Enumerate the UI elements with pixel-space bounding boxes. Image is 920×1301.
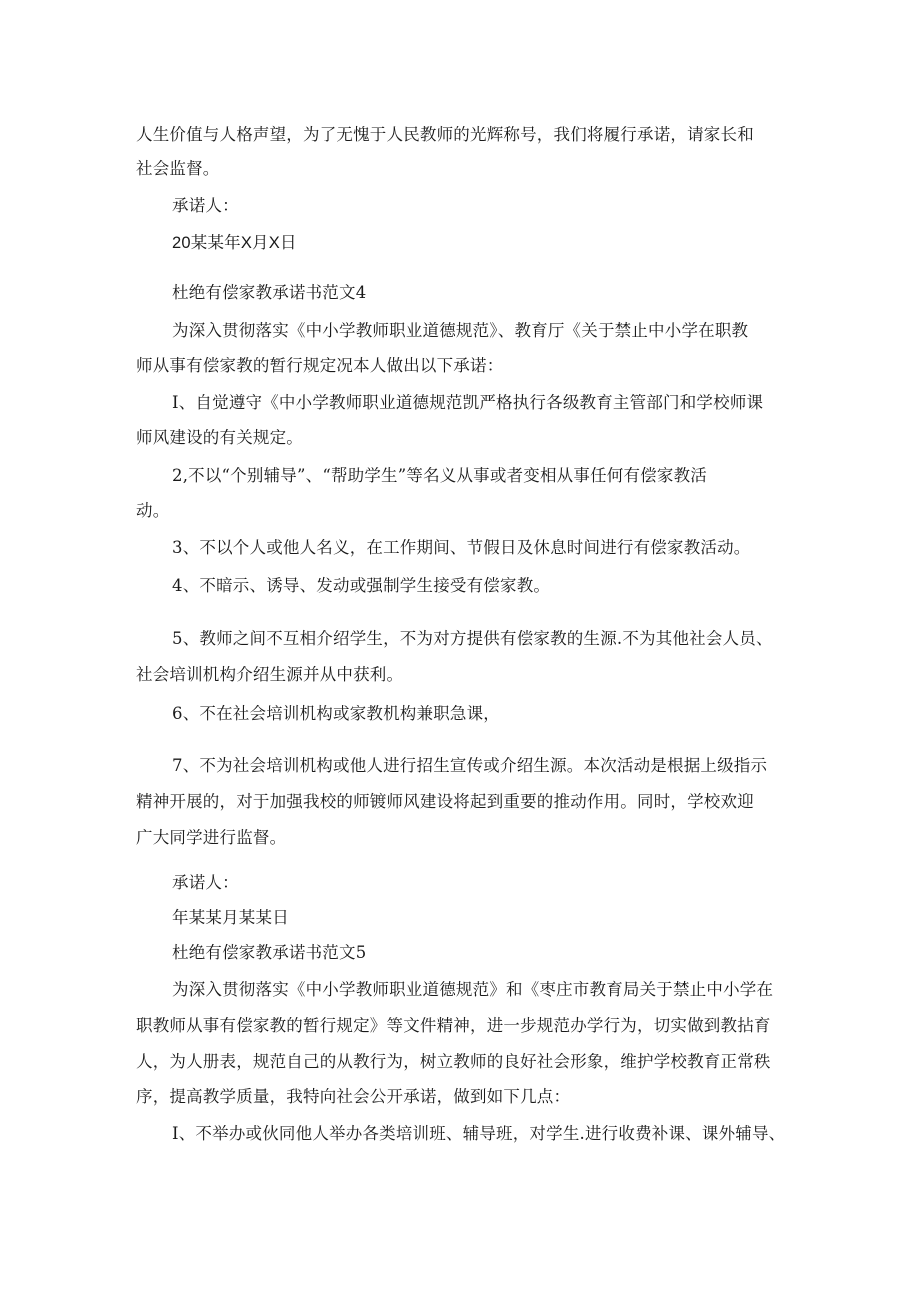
- text-line: 精神开展的，对于加强我校的师镀师风建设将起到重要的推动作用。同时，学校欢迎: [136, 792, 754, 811]
- list-item: 7、不为社会培训机构或他人进行招生宣传或介绍生源。本次活动是根据上级指示: [172, 756, 768, 775]
- text-line: 人生价值与人格声望，为了无愧于人民教师的光辉称号，我们将履行承诺，请家长和: [136, 125, 754, 144]
- text-line: 师从事有偿家教的暂行规定况本人做出以下承诺：: [136, 356, 504, 375]
- text-line: 社会监督。: [136, 159, 220, 178]
- list-item: I、不举办或伙同他人举办各类培训班、辅导班，对学生.进行收费补课、课外辅导、: [172, 1124, 786, 1143]
- text-line: 序，提高教学质量，我特向社会公开承诺，做到如下几点：: [136, 1087, 571, 1106]
- list-item: 4、不暗示、诱导、发动或强制学生接受有偿家教。: [172, 576, 551, 595]
- section-heading: 杜绝有偿家教承诺书范文4: [172, 283, 367, 302]
- list-item: 6、不在社会培训机构或家教机构兼职急课，: [172, 704, 500, 723]
- text-line: 职教师从事有偿家教的暂行规定》等文件精神，进一步规范办学行为，切实做到教拈育: [136, 1016, 771, 1035]
- list-item: I、自觉遵守《中小学教师职业道德规范凯严格执行各级教育主管部门和学校师课: [172, 393, 764, 412]
- text-line: 为深入贯彻落实《中小学教师职业道德规范》和《枣庄市教育局关于禁止中小学在: [172, 980, 774, 999]
- signature-label: 承诺人：: [172, 873, 239, 892]
- date-line: 20某某年X月X日: [172, 234, 297, 252]
- list-item: 2,不以“个别辅导”、“帮助学生”等名义从事或者变相从事任何有偿家教活: [172, 466, 707, 485]
- text-line: 广大同学进行监督。: [136, 828, 287, 847]
- section-heading: 杜绝有偿家教承诺书范文5: [172, 943, 367, 962]
- text-line: 社会培训机构介绍生源并从中获利。: [136, 665, 404, 684]
- text-line: 师风建设的有关规定。: [136, 428, 303, 447]
- text-line: 为深入贯彻落实《中小学教师职业道德规范》、教育厅《关于禁止中小学在职教: [172, 321, 749, 340]
- text-line: 人，为人册表，规范自己的从教行为，树立教师的良好社会形象，维护学校教育正常秩: [136, 1052, 771, 1071]
- list-item: 3、不以个人或他人名义，在工作期间、节假日及休息时间进行有偿家教活动。: [172, 538, 751, 557]
- list-item: 5、教师之间不互相介绍学生，不为对方提供有偿家教的生源.不为其他社会人员、: [172, 629, 773, 648]
- date-line: 年某某月某某日: [172, 908, 289, 927]
- text-line: 动。: [136, 501, 170, 520]
- signature-label: 承诺人：: [172, 196, 239, 215]
